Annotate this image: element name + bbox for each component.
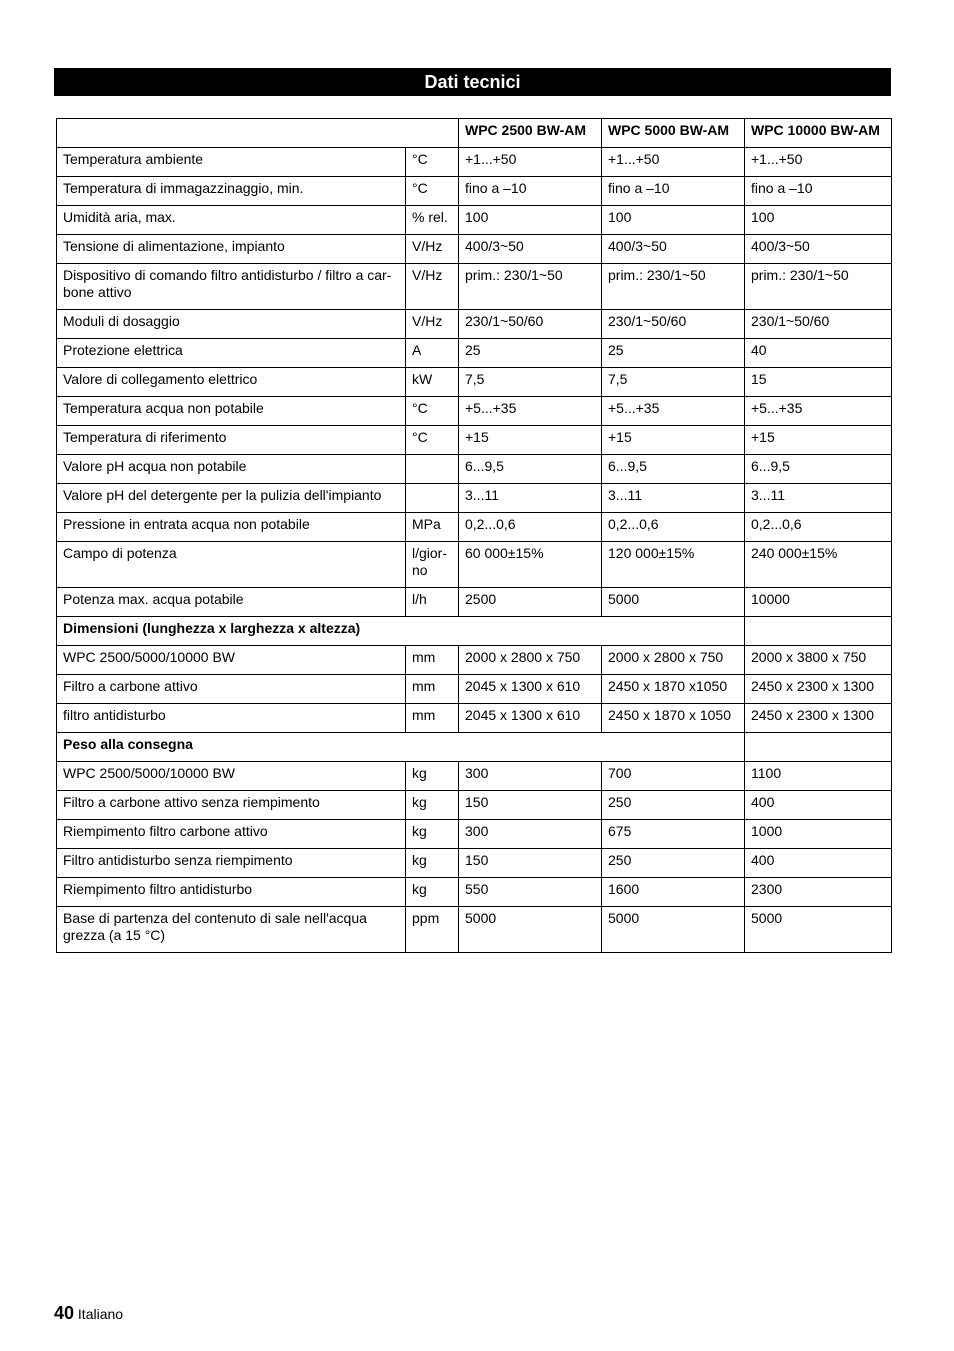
row-label: Potenza max. acqua potabile bbox=[57, 588, 406, 617]
row-label: Filtro antidisturbo senza riempimento bbox=[57, 849, 406, 878]
table-row bbox=[57, 148, 892, 177]
table-row bbox=[57, 339, 892, 368]
table-row bbox=[57, 310, 892, 339]
row-unit: V/Hz bbox=[406, 235, 459, 264]
table-row bbox=[57, 588, 892, 617]
row-value-model-3: 400 bbox=[745, 849, 892, 878]
row-unit: kg bbox=[406, 878, 459, 907]
row-value-model-3: 40 bbox=[745, 339, 892, 368]
row-value-model-3: 400/3~50 bbox=[745, 235, 892, 264]
table-row bbox=[57, 646, 892, 675]
row-label: Pressione in entrata acqua non potabile bbox=[57, 513, 406, 542]
row-value-model-3: 400 bbox=[745, 791, 892, 820]
header-model-2: WPC 5000 BW-AM bbox=[602, 119, 745, 148]
row-unit: °C bbox=[406, 397, 459, 426]
header-blank-cell bbox=[57, 119, 459, 148]
row-value-model-1: 300 bbox=[459, 762, 602, 791]
table-row bbox=[57, 455, 892, 484]
row-value-model-3: 10000 bbox=[745, 588, 892, 617]
row-value-model-1: +5...+35 bbox=[459, 397, 602, 426]
row-value-model-1: prim.: 230/1~50 bbox=[459, 264, 602, 310]
row-value-model-3: 5000 bbox=[745, 907, 892, 953]
row-label: Temperatura di immagazzinaggio, min. bbox=[57, 177, 406, 206]
footer-language: Italiano bbox=[77, 1306, 124, 1322]
row-value-model-3: 1000 bbox=[745, 820, 892, 849]
row-label: Valore pH acqua non potabile bbox=[57, 455, 406, 484]
table-row bbox=[57, 397, 892, 426]
row-value-model-3: +5...+35 bbox=[745, 397, 892, 426]
header-model-1: WPC 2500 BW-AM bbox=[459, 119, 602, 148]
table-row bbox=[57, 235, 892, 264]
row-value-model-2: 250 bbox=[602, 791, 745, 820]
row-label: Base di partenza del contenuto di sale nell'acqua grezza (a 15 °C) bbox=[57, 907, 406, 953]
table-header-row bbox=[57, 119, 892, 148]
row-value-model-3: +15 bbox=[745, 426, 892, 455]
row-unit: A bbox=[406, 339, 459, 368]
row-value-model-1: 150 bbox=[459, 849, 602, 878]
row-unit: °C bbox=[406, 426, 459, 455]
table-row bbox=[57, 907, 892, 953]
section-row bbox=[57, 733, 892, 762]
section-row bbox=[57, 617, 892, 646]
row-label: Temperatura ambiente bbox=[57, 148, 406, 177]
row-value-model-2: 7,5 bbox=[602, 368, 745, 397]
row-value-model-3: 1100 bbox=[745, 762, 892, 791]
row-unit: MPa bbox=[406, 513, 459, 542]
section-label: Dimensioni (lunghezza x larghezza x altezza) bbox=[57, 617, 745, 646]
row-unit: l/gior-no bbox=[406, 542, 459, 588]
table-row bbox=[57, 368, 892, 397]
row-value-model-2: 400/3~50 bbox=[602, 235, 745, 264]
row-value-model-1: +1...+50 bbox=[459, 148, 602, 177]
row-value-model-2: 2450 x 1870 x 1050 bbox=[602, 704, 745, 733]
row-unit: °C bbox=[406, 148, 459, 177]
row-value-model-2: 3...11 bbox=[602, 484, 745, 513]
row-value-model-2: +5...+35 bbox=[602, 397, 745, 426]
row-value-model-3: 0,2...0,6 bbox=[745, 513, 892, 542]
row-label: Umidità aria, max. bbox=[57, 206, 406, 235]
page-number: 40 bbox=[54, 1303, 75, 1323]
row-value-model-2: 675 bbox=[602, 820, 745, 849]
row-unit: ppm bbox=[406, 907, 459, 953]
row-value-model-1: 2045 x 1300 x 610 bbox=[459, 704, 602, 733]
row-value-model-1: 3...11 bbox=[459, 484, 602, 513]
row-value-model-1: 7,5 bbox=[459, 368, 602, 397]
row-value-model-1: +15 bbox=[459, 426, 602, 455]
table-row bbox=[57, 484, 892, 513]
row-value-model-3: 100 bbox=[745, 206, 892, 235]
row-value-model-2: 700 bbox=[602, 762, 745, 791]
row-value-model-3: 230/1~50/60 bbox=[745, 310, 892, 339]
table-row bbox=[57, 820, 892, 849]
section-label: Peso alla consegna bbox=[57, 733, 745, 762]
table-row bbox=[57, 264, 892, 310]
row-unit: kg bbox=[406, 762, 459, 791]
table-row bbox=[57, 791, 892, 820]
row-unit: V/Hz bbox=[406, 264, 459, 310]
row-value-model-3: 6...9,5 bbox=[745, 455, 892, 484]
row-value-model-1: 230/1~50/60 bbox=[459, 310, 602, 339]
technical-data-table bbox=[56, 118, 892, 953]
table-row bbox=[57, 878, 892, 907]
row-value-model-1: 25 bbox=[459, 339, 602, 368]
row-value-model-2: 5000 bbox=[602, 907, 745, 953]
table-body bbox=[57, 148, 892, 953]
row-value-model-3: fino a –10 bbox=[745, 177, 892, 206]
row-label: filtro antidisturbo bbox=[57, 704, 406, 733]
row-label: WPC 2500/5000/10000 BW bbox=[57, 646, 406, 675]
row-value-model-2: 25 bbox=[602, 339, 745, 368]
row-value-model-3: 3...11 bbox=[745, 484, 892, 513]
row-unit: kg bbox=[406, 820, 459, 849]
table-row bbox=[57, 542, 892, 588]
table-row bbox=[57, 849, 892, 878]
row-label: Temperatura di riferimento bbox=[57, 426, 406, 455]
row-value-model-3: 15 bbox=[745, 368, 892, 397]
row-value-model-1: 6...9,5 bbox=[459, 455, 602, 484]
row-unit: mm bbox=[406, 704, 459, 733]
row-label: Valore di collegamento elettrico bbox=[57, 368, 406, 397]
row-value-model-3: 2450 x 2300 x 1300 bbox=[745, 704, 892, 733]
table-row bbox=[57, 762, 892, 791]
row-unit: kg bbox=[406, 849, 459, 878]
row-value-model-1: 2500 bbox=[459, 588, 602, 617]
row-value-model-1: 0,2...0,6 bbox=[459, 513, 602, 542]
table-row bbox=[57, 206, 892, 235]
row-unit bbox=[406, 484, 459, 513]
row-unit: l/h bbox=[406, 588, 459, 617]
row-label: Riempimento filtro carbone attivo bbox=[57, 820, 406, 849]
row-value-model-1: 300 bbox=[459, 820, 602, 849]
row-value-model-2: 6...9,5 bbox=[602, 455, 745, 484]
row-value-model-2: fino a –10 bbox=[602, 177, 745, 206]
page-title: Dati tecnici bbox=[54, 68, 891, 96]
row-label: Filtro a carbone attivo senza riempimento bbox=[57, 791, 406, 820]
row-label: Moduli di dosaggio bbox=[57, 310, 406, 339]
table-row bbox=[57, 426, 892, 455]
row-unit: mm bbox=[406, 646, 459, 675]
row-label: Protezione elettrica bbox=[57, 339, 406, 368]
row-value-model-3: 2450 x 2300 x 1300 bbox=[745, 675, 892, 704]
row-value-model-2: 120 000±15% bbox=[602, 542, 745, 588]
row-value-model-1: 400/3~50 bbox=[459, 235, 602, 264]
table-row bbox=[57, 675, 892, 704]
row-value-model-2: 1600 bbox=[602, 878, 745, 907]
row-unit: kg bbox=[406, 791, 459, 820]
row-unit: % rel. bbox=[406, 206, 459, 235]
table-row bbox=[57, 513, 892, 542]
row-value-model-2: 2000 x 2800 x 750 bbox=[602, 646, 745, 675]
header-model-3: WPC 10000 BW-AM bbox=[745, 119, 892, 148]
page-footer bbox=[54, 1303, 123, 1324]
section-blank-cell bbox=[745, 733, 892, 762]
row-label: Dispositivo di comando filtro antidisturbo / filtro a car-bone attivo bbox=[57, 264, 406, 310]
table-row bbox=[57, 704, 892, 733]
row-value-model-2: 100 bbox=[602, 206, 745, 235]
row-value-model-1: 100 bbox=[459, 206, 602, 235]
row-value-model-3: +1...+50 bbox=[745, 148, 892, 177]
row-value-model-1: 2000 x 2800 x 750 bbox=[459, 646, 602, 675]
row-label: WPC 2500/5000/10000 BW bbox=[57, 762, 406, 791]
row-value-model-2: 2450 x 1870 x1050 bbox=[602, 675, 745, 704]
row-label: Temperatura acqua non potabile bbox=[57, 397, 406, 426]
row-value-model-3: 2300 bbox=[745, 878, 892, 907]
row-value-model-1: 150 bbox=[459, 791, 602, 820]
row-value-model-2: +1...+50 bbox=[602, 148, 745, 177]
row-value-model-2: 250 bbox=[602, 849, 745, 878]
table-row bbox=[57, 177, 892, 206]
row-label: Valore pH del detergente per la pulizia dell'impianto bbox=[57, 484, 406, 513]
row-value-model-1: 5000 bbox=[459, 907, 602, 953]
row-value-model-3: 2000 x 3800 x 750 bbox=[745, 646, 892, 675]
row-unit: °C bbox=[406, 177, 459, 206]
row-value-model-3: 240 000±15% bbox=[745, 542, 892, 588]
row-value-model-2: 5000 bbox=[602, 588, 745, 617]
row-value-model-2: 230/1~50/60 bbox=[602, 310, 745, 339]
row-unit: kW bbox=[406, 368, 459, 397]
row-value-model-2: +15 bbox=[602, 426, 745, 455]
row-value-model-3: prim.: 230/1~50 bbox=[745, 264, 892, 310]
row-unit bbox=[406, 455, 459, 484]
row-label: Campo di potenza bbox=[57, 542, 406, 588]
row-label: Tensione di alimentazione, impianto bbox=[57, 235, 406, 264]
row-value-model-1: 60 000±15% bbox=[459, 542, 602, 588]
row-value-model-1: 2045 x 1300 x 610 bbox=[459, 675, 602, 704]
row-unit: mm bbox=[406, 675, 459, 704]
row-unit: V/Hz bbox=[406, 310, 459, 339]
row-value-model-1: fino a –10 bbox=[459, 177, 602, 206]
section-blank-cell bbox=[745, 617, 892, 646]
row-value-model-2: 0,2...0,6 bbox=[602, 513, 745, 542]
row-value-model-2: prim.: 230/1~50 bbox=[602, 264, 745, 310]
row-value-model-1: 550 bbox=[459, 878, 602, 907]
row-label: Filtro a carbone attivo bbox=[57, 675, 406, 704]
row-label: Riempimento filtro antidisturbo bbox=[57, 878, 406, 907]
